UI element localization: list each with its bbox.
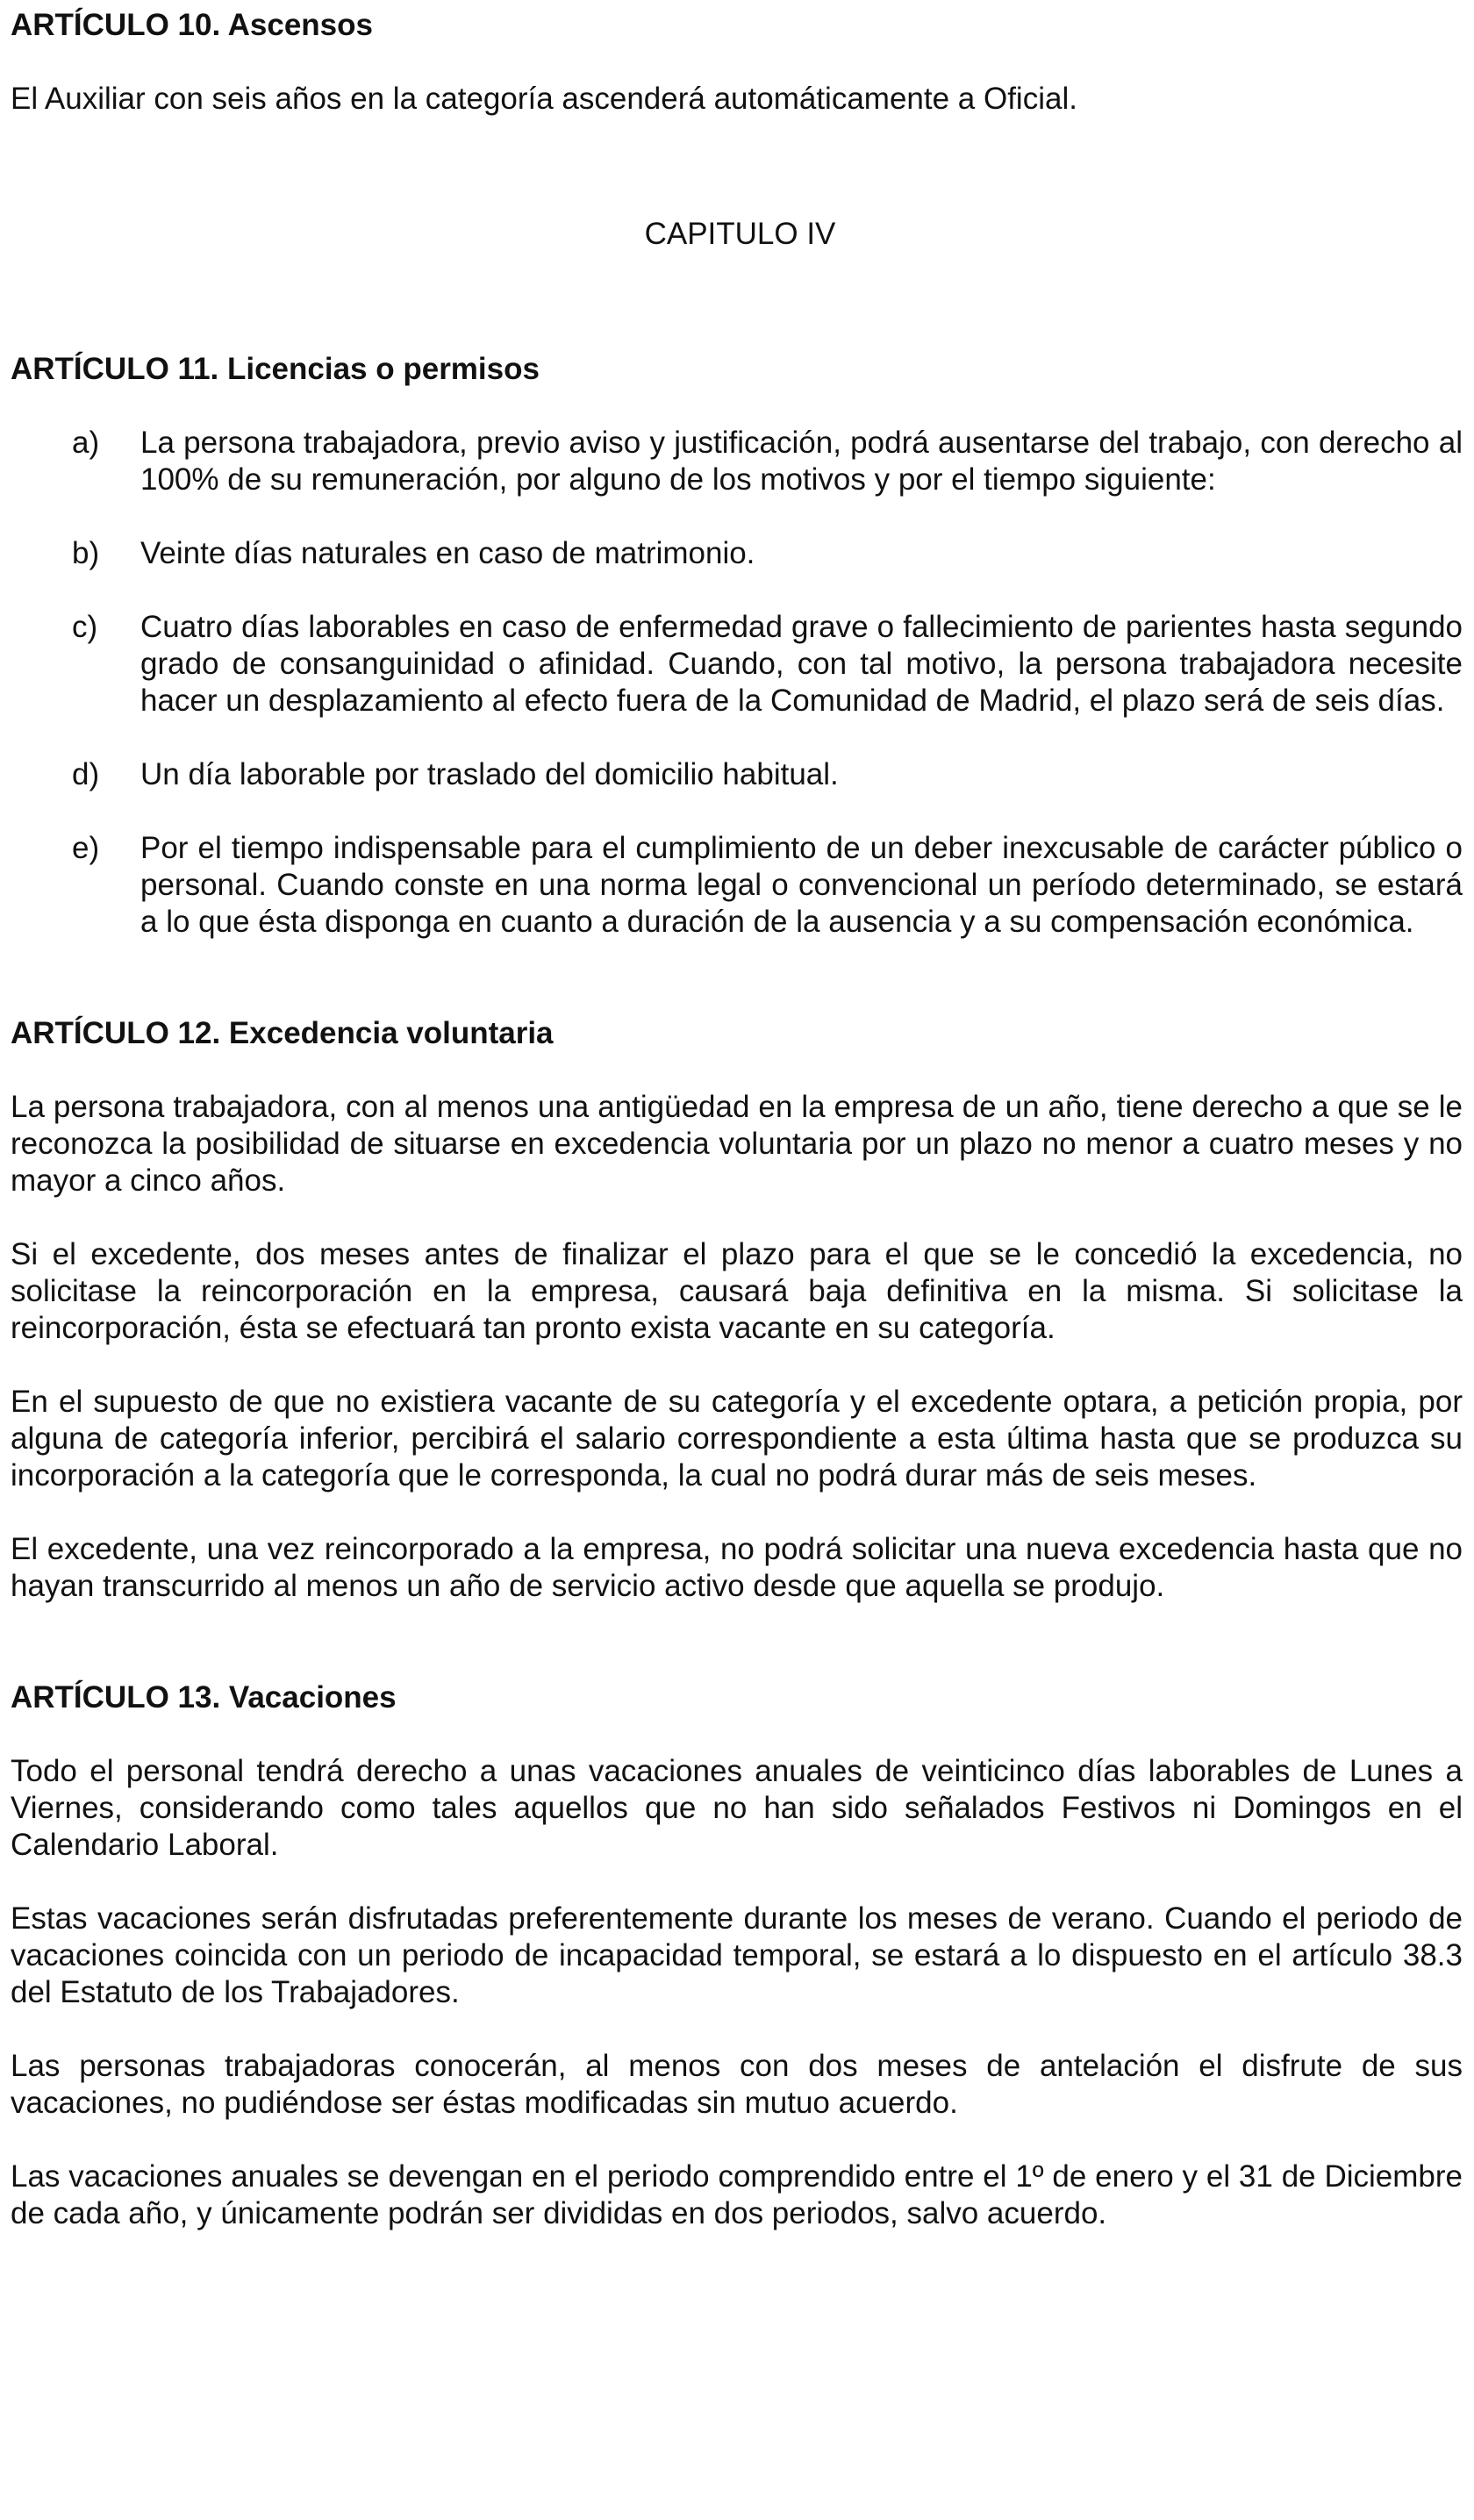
article-11-title: ARTÍCULO 11. Licencias o permisos [11, 352, 540, 386]
article-13-paragraph-3: Las personas trabajadoras conocerán, al menos con dos meses de antelación el disfrute de sus vacaciones, no pudiéndose ser éstas modificadas sin mutuo acuerdo. [11, 2049, 1463, 2120]
article-11-item-d [11, 756, 1463, 793]
item-text: Por el tiempo indispensable para el cumplimiento de un deber inexcusable de carácter público o personal. Cuando conste en una norma legal o convencional un período determinado, se estará a lo que ésta disponga en cuanto a duración de la ausencia y a su compensación económica. [140, 831, 1463, 939]
article-10-title: ARTÍCULO 10. Ascensos [11, 8, 373, 42]
item-text: Cuatro días laborables en caso de enfermedad grave o fallecimiento de parientes hasta segundo grado de consanguinidad o afinidad. Cuando, con tal motivo, la persona trabajadora necesite hacer un desplazamiento al efecto fuera de la Comunidad de Madrid, el plazo será de seis días. [140, 610, 1463, 718]
article-13-paragraph-1: Todo el personal tendrá derecho a unas vacaciones anuales de veinticinco días laborables de Lunes a Viernes, considerando como tales aquellos que no han sido señalados Festivos ni Domingos en el Calendario Laboral. [11, 1754, 1463, 1862]
document-page [11, 7, 1463, 2232]
article-13-title: ARTÍCULO 13. Vacaciones [11, 1680, 397, 1715]
article-13-paragraph-2: Estas vacaciones serán disfrutadas preferentemente durante los meses de verano. Cuando el periodo de vacaciones coincida con un periodo de incapacidad temporal, se estará a lo dispuesto en el artículo 38.3 del Estatuto de los Trabajadores. [11, 1901, 1463, 2009]
item-text: Veinte días naturales en caso de matrimonio. [140, 536, 755, 570]
article-12-paragraph-3: En el supuesto de que no existiera vacante de su categoría y el excedente optara, a petición propia, por alguna de categoría inferior, percibirá el salario correspondiente a esta última hasta que se produzca su incorporación a la categoría que le corresponda, la cual no podrá durar más de seis meses. [11, 1385, 1463, 1493]
item-text: Un día laborable por traslado del domicilio habitual. [140, 757, 839, 791]
article-12-paragraph-1: La persona trabajadora, con al menos una antigüedad en la empresa de un año, tiene derecho a que se le reconozca la posibilidad de situarse en excedencia voluntaria por un plazo no menor a cuatro meses y no mayor a cinco años. [11, 1090, 1463, 1198]
article-12-paragraph-4: El excedente, una vez reincorporado a la empresa, no podrá solicitar una nueva excedencia hasta que no hayan transcurrido al menos un año de servicio activo desde que aquella se produjo. [11, 1532, 1463, 1603]
article-12-paragraph-2: Si el excedente, dos meses antes de finalizar el plazo para el que se le concedió la excedencia, no solicitase la reincorporación en la empresa, causará baja definitiva en la misma. Si solicitase la reincorporación, ésta se efectuará tan pronto exista vacante en su categoría. [11, 1237, 1463, 1345]
article-12-title: ARTÍCULO 12. Excedencia voluntaria [11, 1016, 554, 1050]
item-text: La persona trabajadora, previo aviso y justificación, podrá ausentarse del trabajo, con derecho al 100% de su remuneración, por alguno de los motivos y por el tiempo siguiente: [140, 426, 1463, 497]
article-11-item-c [11, 609, 1463, 719]
article-10-paragraph: El Auxiliar con seis años en la categoría ascenderá automáticamente a Oficial. [11, 82, 1077, 116]
item-letter: e) [72, 831, 100, 865]
item-letter: c) [72, 610, 98, 644]
article-13-paragraph-4: Las vacaciones anuales se devengan en el periodo comprendido entre el 1º de enero y el 31 de Diciembre de cada año, y únicamente podrán ser divididas en dos periodos, salvo acuerdo. [11, 2159, 1463, 2230]
item-letter: d) [72, 757, 100, 791]
article-11-item-b [11, 535, 1463, 572]
item-letter: b) [72, 536, 100, 570]
article-11-item-a [11, 425, 1463, 498]
article-11-item-e [11, 830, 1463, 941]
chapter-heading: CAPITULO IV [644, 217, 836, 251]
item-letter: a) [72, 426, 100, 460]
